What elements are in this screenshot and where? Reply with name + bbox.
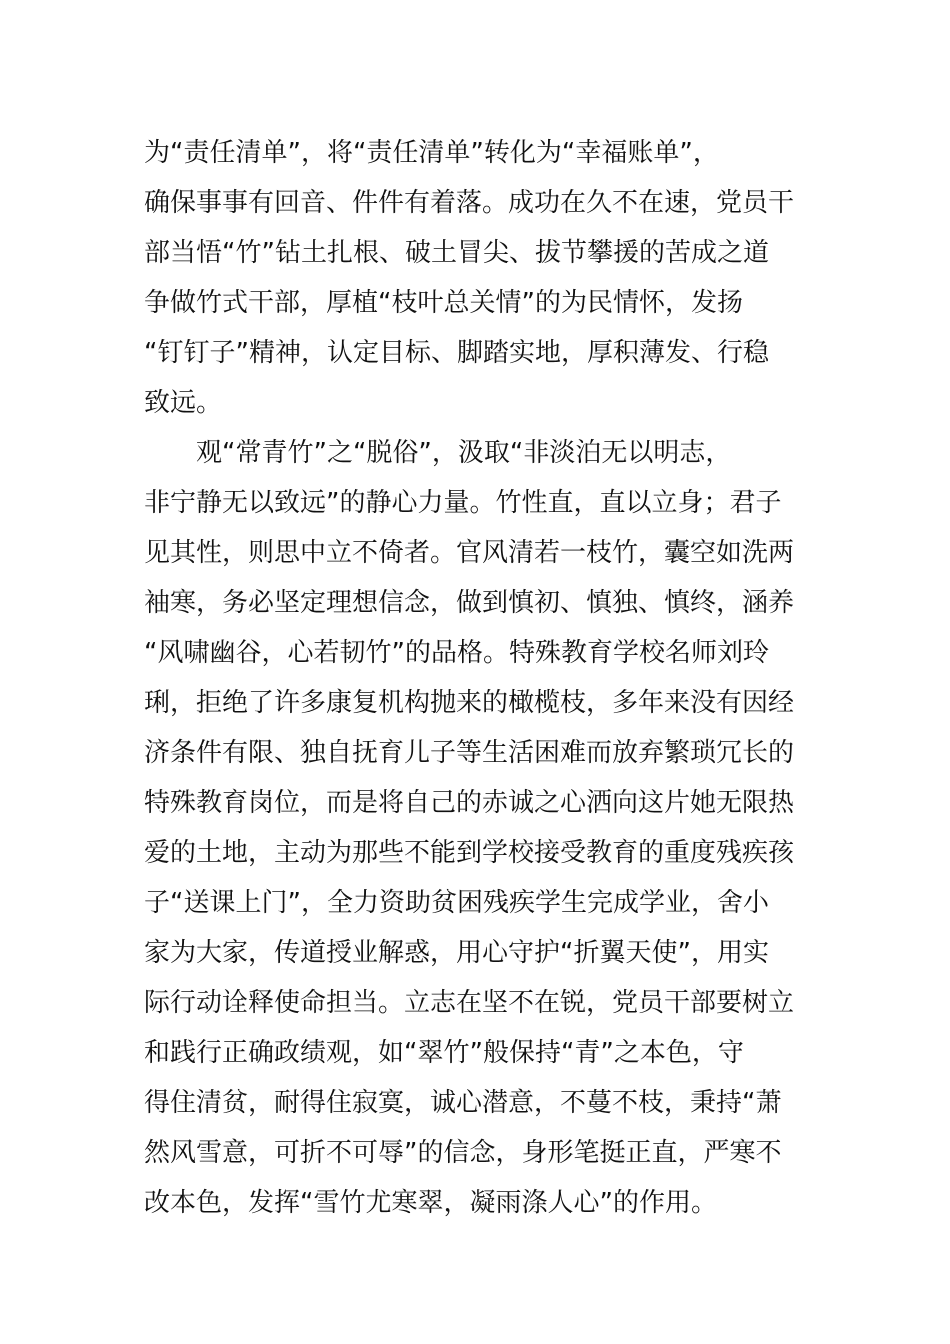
- text-line: 确保事事有回音、件件有着落。成功在久不在速，党员干: [144, 188, 795, 218]
- text-line: 观“常青竹”之“脱俗”，汲取“非淡泊无以明志，: [144, 438, 732, 468]
- text-line: 部当悟“竹”钻土扎根、破土冒尖、拔节攀援的苦成之道: [144, 238, 769, 268]
- text-line: 非宁静无以致远”的静心力量。竹性直，直以立身；君子: [144, 488, 782, 518]
- text-line: 袖寒，务必坚定理想信念，做到慎初、慎独、慎终，涵养: [144, 588, 795, 618]
- text-line: 然风雪意，可折不可辱”的信念，身形笔挺正直，严寒不: [144, 1138, 782, 1168]
- text-line: 琍，拒绝了许多康复机构抛来的橄榄枝，多年来没有因经: [144, 688, 795, 718]
- text-line: 特殊教育岗位，而是将自己的赤诚之心洒向这片她无限热: [144, 788, 795, 818]
- text-line: “钉钉子”精神，认定目标、脚踏实地，厚积薄发、行稳: [144, 338, 769, 368]
- text-line: 改本色，发挥“雪竹尤寒翠，凝雨涤人心”的作用。: [144, 1188, 717, 1218]
- text-line: 和践行正确政绩观，如“翠竹”般保持“青”之本色，守: [144, 1038, 744, 1068]
- text-line: 爱的土地，主动为那些不能到学校接受教育的重度残疾孩: [144, 838, 795, 868]
- text-line: 际行动诠释使命担当。立志在坚不在锐，党员干部要树立: [144, 988, 795, 1018]
- text-line: 为“责任清单”，将“责任清单”转化为“幸福账单”，: [144, 138, 719, 168]
- text-line: 致远。: [144, 388, 223, 418]
- body-text: [144, 128, 814, 1228]
- text-line: 子“送课上门”，全力资助贫困残疾学生完成学业，舍小: [144, 888, 769, 918]
- text-line: 见其性，则思中立不倚者。官风清若一枝竹，囊空如洗两: [144, 538, 795, 568]
- text-line: “风啸幽谷，心若韧竹”的品格。特殊教育学校名师刘玲: [144, 638, 769, 668]
- text-line: 家为大家，传道授业解惑，用心守护“折翼天使”，用实: [144, 938, 769, 968]
- text-line: 得住清贫，耐得住寂寞，诚心潜意，不蔓不枝，秉持“萧: [144, 1088, 782, 1118]
- text-line: 济条件有限、独自抚育儿子等生活困难而放弃繁琐冗长的: [144, 738, 795, 768]
- text-line: 争做竹式干部，厚植“枝叶总关情”的为民情怀，发扬: [144, 288, 743, 318]
